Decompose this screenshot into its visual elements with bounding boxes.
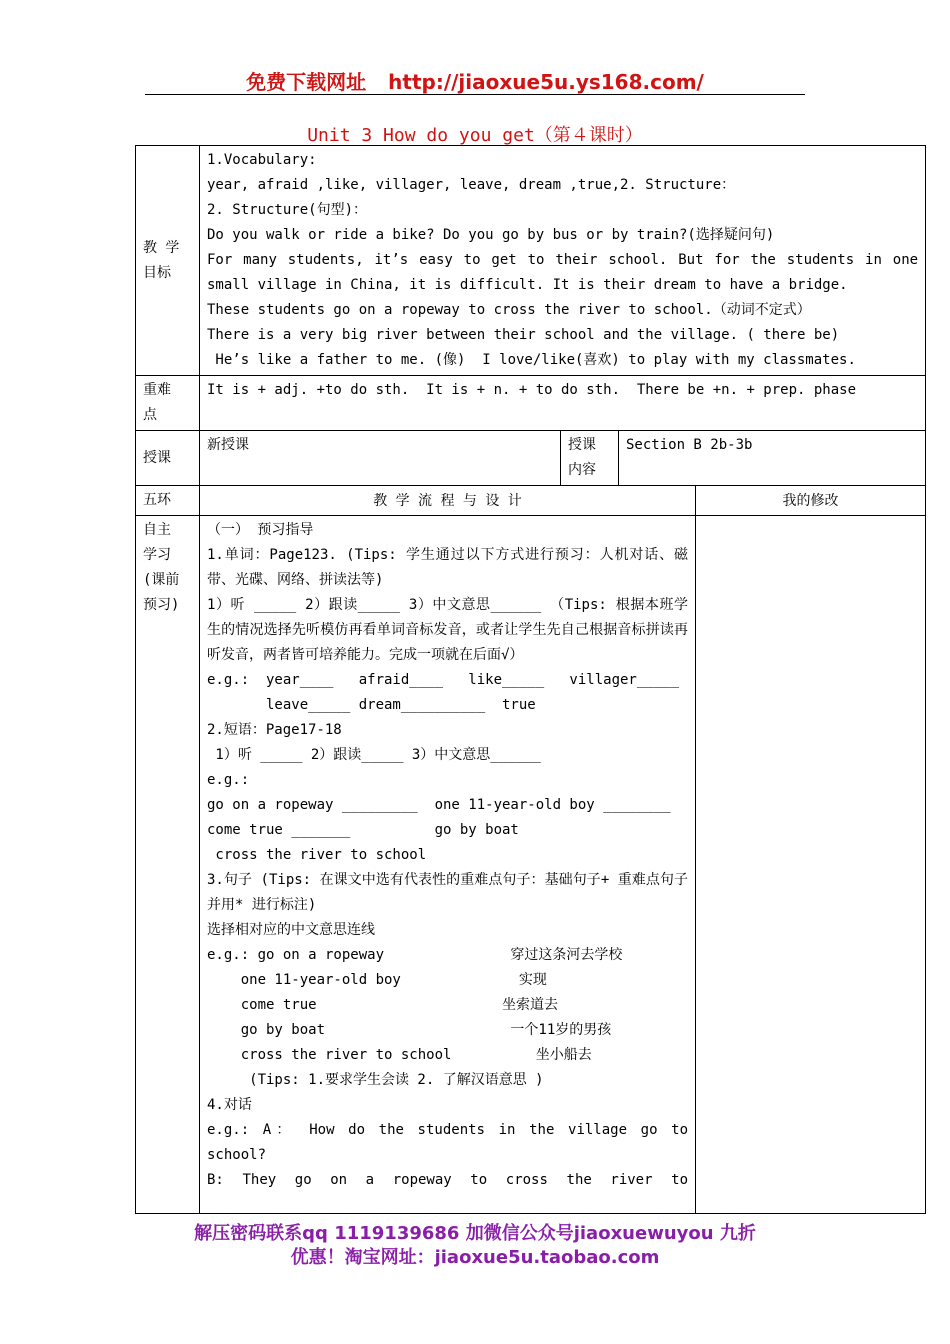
goals-line: These students go on a ropeway to cross the river to school.（动词不定式）	[207, 302, 811, 318]
lesson-content-cell	[619, 431, 926, 486]
phrase-steps: 1）听 _____ 2）跟读_____ 3）中文意思______	[207, 747, 541, 763]
match-tips: (Tips: 1.要求学生会读 2. 了解汉语意思 )	[207, 1072, 544, 1088]
goals-label	[136, 146, 200, 376]
lesson-content-label	[561, 431, 619, 486]
lesson-row	[136, 431, 926, 486]
goals-content	[200, 146, 926, 376]
dialog-line-b: B: They go on a ropeway to cross the river to	[207, 1172, 688, 1188]
goals-line: year, afraid ,like, villager, leave, dream ,true,2. Structure：	[207, 177, 736, 193]
match-line: e.g.: go on a ropeway 穿过这条河去学校	[207, 947, 623, 963]
key-points-text: It is + adj. +to do sth. It is + n. + to do sth. There be +n. + prep. phase	[207, 382, 857, 398]
goals-line: 2. Structure(句型)：	[207, 202, 368, 218]
key-points-content	[200, 376, 926, 431]
vocab-example-2: leave_____ dream__________ true	[207, 697, 536, 713]
flow-header-col1: 五环	[136, 486, 200, 516]
key-points-label	[136, 376, 200, 431]
self-study-label-text: 自主 学习 (课前 预习)	[143, 522, 180, 613]
match-line: come true 坐索道去	[207, 997, 559, 1013]
goals-line: Do you walk or ride a bike? Do you go by bus or by train?(选择疑问句)	[207, 227, 775, 243]
goals-line: For many students, it’s easy to get to their school. But for the students in one	[207, 252, 919, 268]
dialog-line-a: e.g.: A： How do the students in the village go to school?	[207, 1122, 688, 1163]
footer-line-2: 优惠！淘宝网址：jiaoxue5u.taobao.com	[290, 1247, 660, 1268]
lesson-content-label-text: 授课 内容	[568, 437, 596, 478]
self-study-row	[136, 516, 926, 1214]
phrase-line: cross the river to school	[207, 847, 427, 863]
lesson-type: 新授课	[207, 437, 249, 453]
self-study-label	[136, 516, 200, 1214]
lesson-plan-table	[135, 145, 926, 1214]
goals-line: small village in China, it is difficult. It is their dream to have a bridge.	[207, 277, 848, 293]
goals-line: He’s like a father to me. (像) I love/like(喜欢) to play with my classmates.	[207, 352, 856, 368]
phrase-example-label: e.g.:	[207, 772, 250, 788]
match-intro: 选择相对应的中文意思连线	[207, 922, 375, 938]
sentence-intro: 3.句子 (Tips: 在课文中选有代表性的重难点句子：基础句子+ 重难点句子并用* 进行标注)	[207, 872, 688, 913]
lesson-type-cell	[200, 431, 561, 486]
match-line: one 11-year-old boy 实现	[207, 972, 547, 988]
header-label: 免费下载网址	[246, 70, 367, 94]
self-study-content	[200, 516, 696, 1214]
flow-header-row	[136, 486, 926, 516]
goals-line: 1.Vocabulary:	[207, 152, 317, 168]
header-download-link[interactable]	[0, 66, 950, 95]
section-title: （一） 预习指导	[207, 522, 314, 538]
footer-line-1: 解压密码联系qq 1119139686 加微信公众号jiaoxuewuyou 九折	[194, 1223, 756, 1244]
header-url[interactable]: http://jiaoxue5u.ys168.com/	[388, 70, 704, 94]
key-points-label-text: 重难 点	[143, 382, 171, 423]
lesson-content: Section B 2b-3b	[626, 437, 753, 453]
dialog-intro: 4.对话	[207, 1097, 252, 1113]
goals-label-text: 教 学 目标	[143, 239, 180, 281]
header-rule	[145, 94, 805, 95]
vocab-steps: 1）听 _____ 2）跟读_____ 3）中文意思______ （Tips: 根据本班学生的情况选择先听模仿再看单词音标发音，或者让学生先自己根据音标拼读再听发音，两者皆可培养能力。完成一项就在后面√）	[207, 597, 688, 663]
lesson-label: 授课	[136, 431, 200, 486]
vocab-intro: 1.单词：Page123. (Tips: 学生通过以下方式进行预习：人机对话、磁带、光碟、网络、拼读法等)	[207, 547, 688, 588]
phrase-line: come true _______ go by boat	[207, 822, 519, 838]
goals-line: There is a very big river between their school and the village. ( there be)	[207, 327, 840, 343]
match-line: cross the river to school 坐小船去	[207, 1047, 592, 1063]
revision-cell[interactable]	[696, 516, 926, 1214]
match-line: go by boat 一个11岁的男孩	[207, 1022, 612, 1038]
flow-header-col2: 教 学 流 程 与 设 计	[200, 486, 696, 516]
phrase-line: go on a ropeway _________ one 11-year-old boy ________	[207, 797, 671, 813]
goals-row	[136, 146, 926, 376]
vocab-example-1: e.g.: year____ afraid____ like_____ villager_____	[207, 672, 680, 688]
document-title: Unit 3 How do you get（第４课时）	[307, 125, 643, 146]
phrase-intro: 2.短语：Page17-18	[207, 722, 342, 738]
flow-header-col3: 我的修改	[696, 486, 926, 516]
key-points-row	[136, 376, 926, 431]
